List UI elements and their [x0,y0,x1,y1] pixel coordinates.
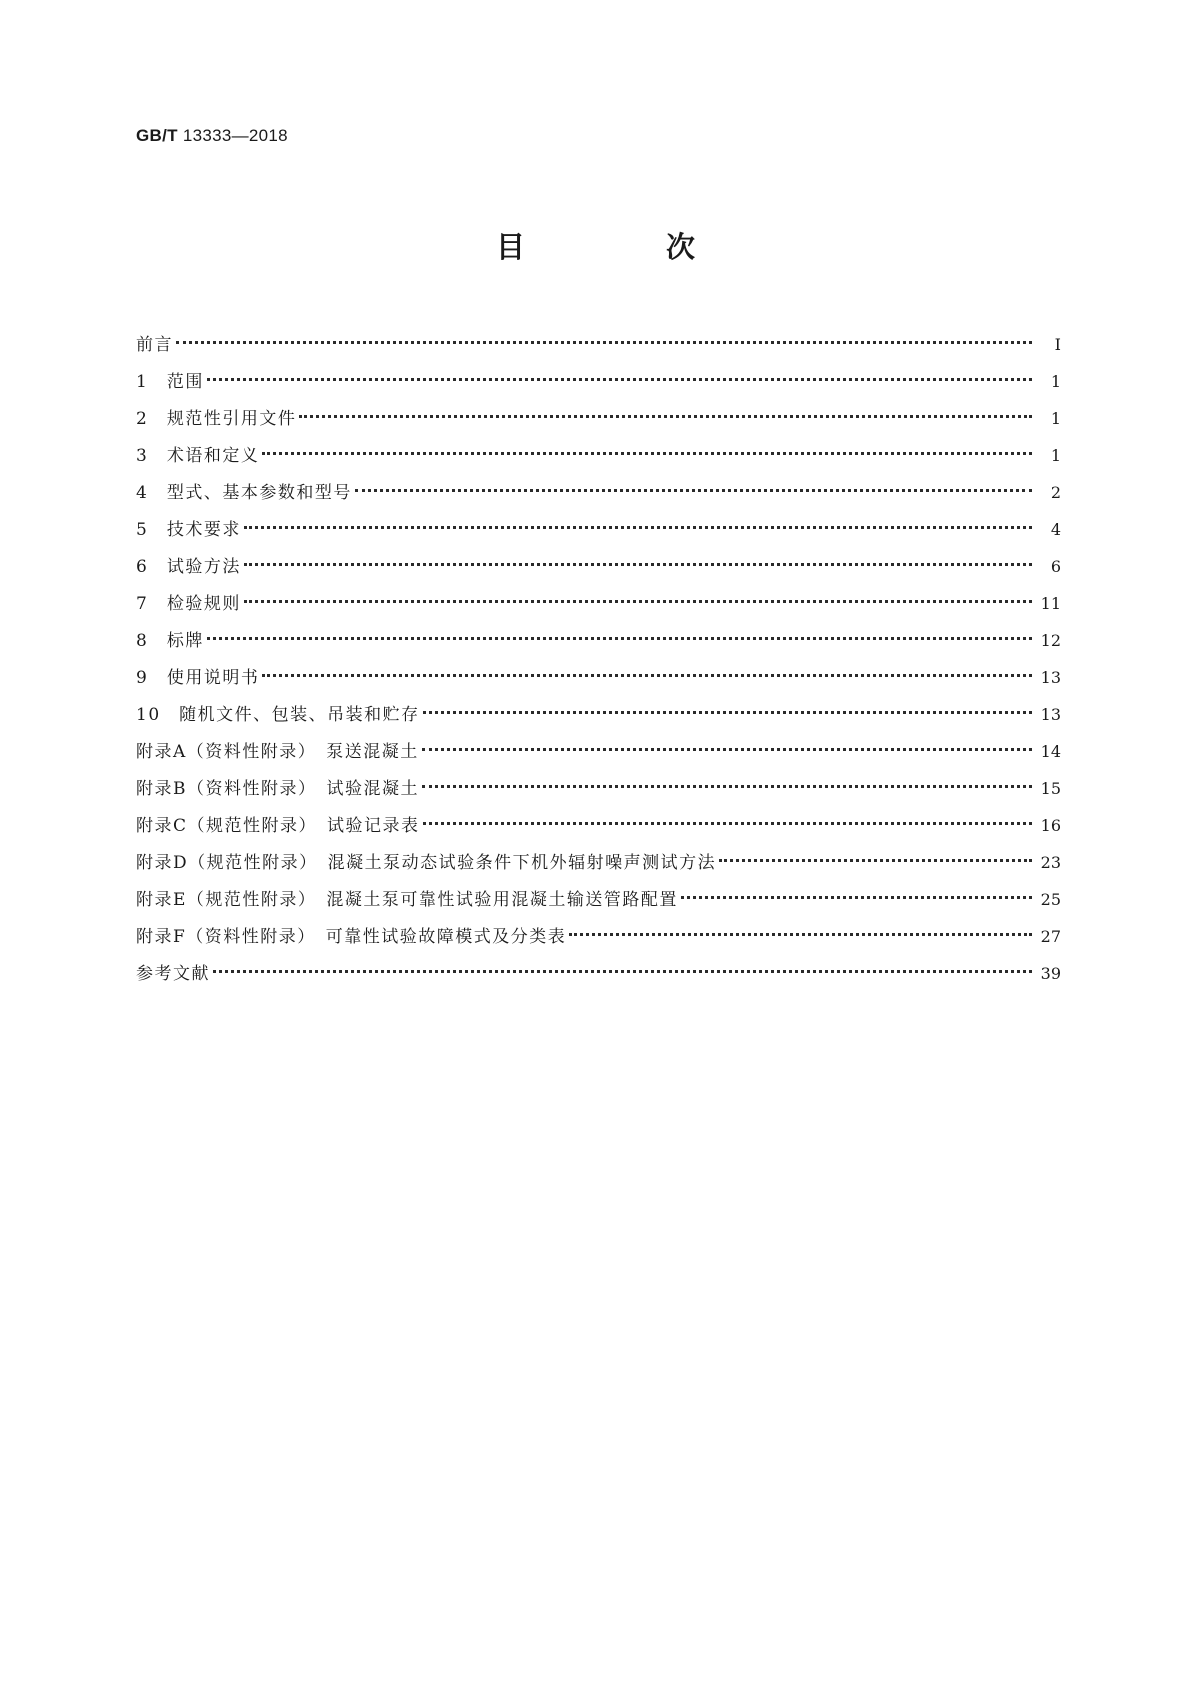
toc-entry-page-number: 4 [1050,520,1061,539]
dot-leader [207,378,1032,381]
toc-entry[interactable] [136,770,1061,807]
toc-entry-page-number: 1 [1050,409,1061,428]
dot-leader [176,341,1032,344]
toc-entry[interactable] [136,881,1061,918]
dot-leader [719,859,1032,862]
toc-entry-page-number: 16 [1040,816,1061,835]
toc-entry-page-number: 15 [1040,779,1061,798]
toc-entry-title: 6 试验方法 [136,557,241,577]
dot-leader [299,415,1032,418]
dot-leader [422,748,1032,751]
dot-leader [569,933,1032,936]
toc-entry-title: 5 技术要求 [136,520,241,540]
toc-entry[interactable] [136,918,1061,955]
toc-entry[interactable] [136,622,1061,659]
dot-leader [244,600,1032,603]
toc-entry-page-number: 1 [1050,372,1061,391]
toc-entry-title: 附录B（资料性附录） 试验混凝土 [136,779,419,799]
dot-leader [423,822,1032,825]
dot-leader [681,896,1032,899]
toc-heading: 目 次 [495,230,751,264]
toc-entry-page-number: 13 [1040,705,1061,724]
toc-entry-title: 参考文献 [136,964,210,984]
toc-entry[interactable] [136,844,1061,881]
toc-entry-page-number: 11 [1040,594,1061,613]
toc-entry-page-number: 39 [1040,964,1061,983]
dot-leader [422,785,1032,788]
toc-entry-title: 附录D（规范性附录） 混凝土泵动态试验条件下机外辐射噪声测试方法 [136,853,717,873]
toc-entry-page-number: 23 [1040,853,1061,872]
toc-entry-title: 2 规范性引用文件 [136,409,297,429]
dot-leader [244,563,1032,566]
toc-entry[interactable] [136,733,1061,770]
dot-leader [262,674,1032,677]
toc-entry-title: 附录A（资料性附录） 泵送混凝土 [136,742,419,762]
toc-entry[interactable] [136,400,1061,437]
toc-entry[interactable] [136,807,1061,844]
toc-entry[interactable] [136,548,1061,585]
toc-entry-title: 前言 [136,335,173,355]
toc-entry-page-number: 25 [1040,890,1061,909]
table-of-contents [136,326,1061,992]
toc-entry-page-number: 12 [1040,631,1061,650]
toc-entry[interactable] [136,474,1061,511]
standard-number: 13333—2018 [182,126,288,145]
toc-entry-title: 10 随机文件、包装、吊装和贮存 [136,705,420,725]
toc-entry-page-number: 14 [1040,742,1061,761]
toc-entry-page-number: Ⅰ [1054,335,1061,354]
toc-entry-title: 8 标牌 [136,631,204,651]
toc-entry-page-number: 27 [1040,927,1061,946]
toc-entry-title: 4 型式、基本参数和型号 [136,483,352,503]
toc-entry-title: 3 术语和定义 [136,446,260,466]
toc-entry[interactable] [136,955,1061,992]
toc-entry-page-number: 1 [1050,446,1061,465]
toc-entry[interactable] [136,437,1061,474]
dot-leader [244,526,1032,529]
toc-entry[interactable] [136,511,1061,548]
dot-leader [262,452,1032,455]
toc-entry-page-number: 2 [1050,483,1061,502]
toc-entry[interactable] [136,363,1061,400]
dot-leader [423,711,1032,714]
toc-entry-page-number: 13 [1040,668,1061,687]
dot-leader [213,970,1032,973]
dot-leader [207,637,1032,640]
toc-entry[interactable] [136,585,1061,622]
toc-entry[interactable] [136,326,1061,363]
toc-entry[interactable] [136,659,1061,696]
toc-entry[interactable] [136,696,1061,733]
toc-entry-title: 附录C（规范性附录） 试验记录表 [136,816,420,836]
toc-entry-title: 7 检验规则 [136,594,241,614]
toc-entry-page-number: 6 [1050,557,1061,576]
standard-prefix: GB/T [136,126,178,145]
dot-leader [355,489,1032,492]
document-id [136,126,288,146]
toc-entry-title: 附录E（规范性附录） 混凝土泵可靠性试验用混凝土输送管路配置 [136,890,678,910]
toc-entry-title: 附录F（资料性附录） 可靠性试验故障模式及分类表 [136,927,567,947]
toc-entry-title: 9 使用说明书 [136,668,260,688]
toc-entry-title: 1 范围 [136,372,204,392]
